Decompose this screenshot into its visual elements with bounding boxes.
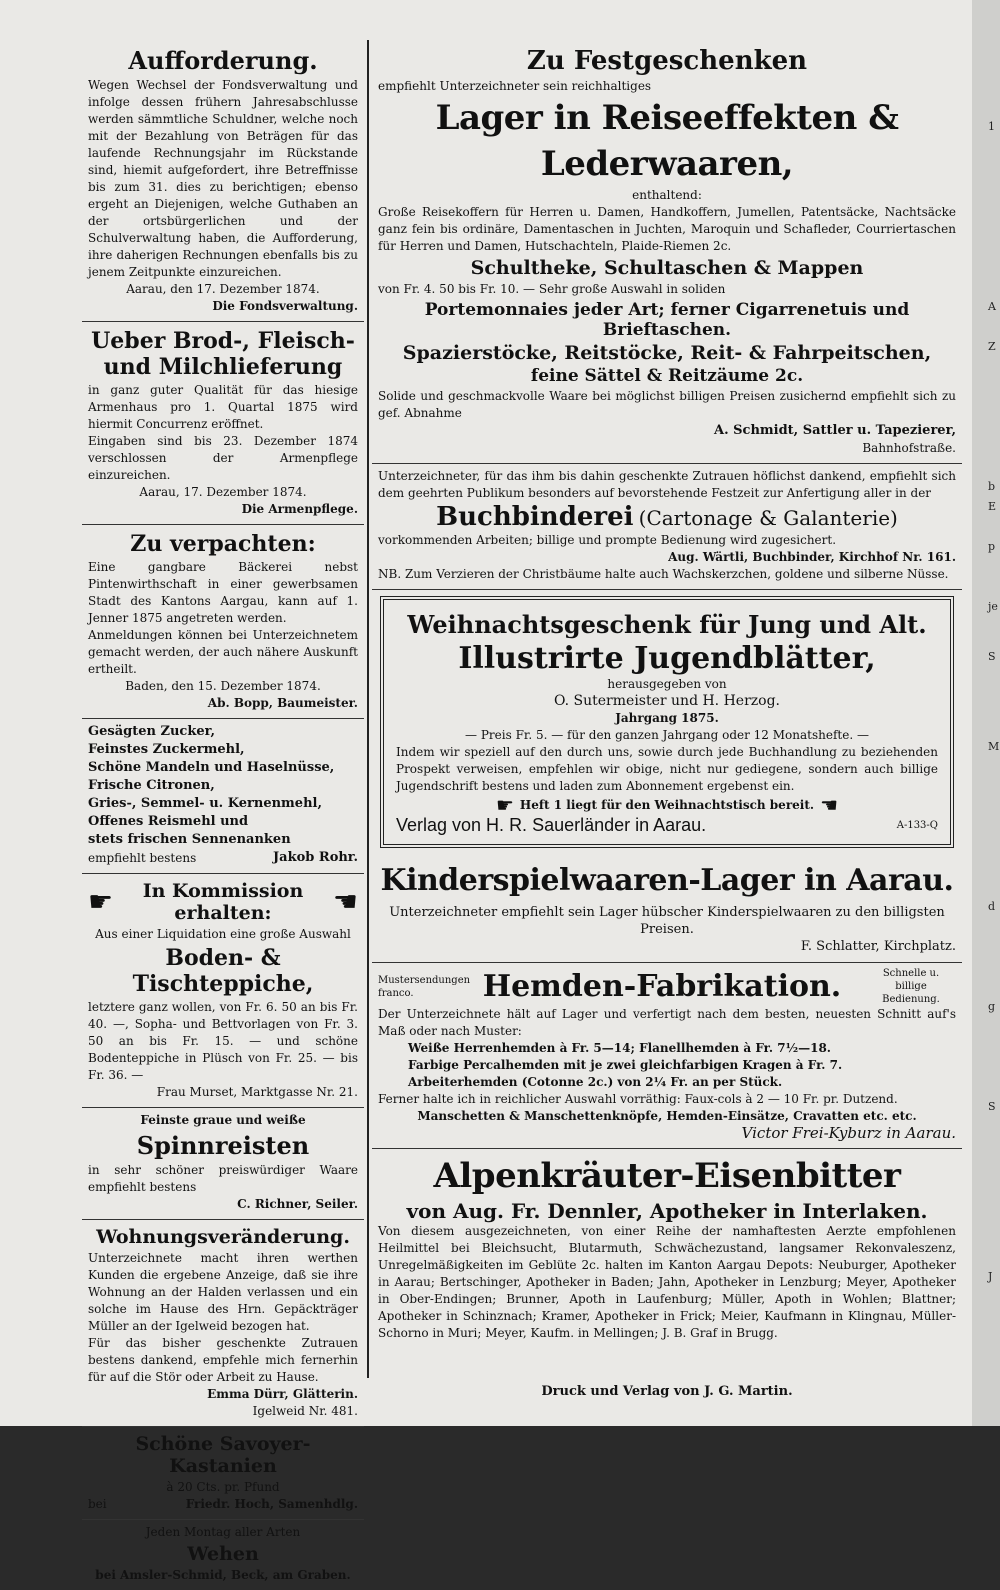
ad-body: Unterzeichneter empfiehlt sein Lager hübscher Kinderspielwaaren zu den billigsten Preisen. — [389, 905, 945, 937]
ad-signature: A. Schmidt, Sattler u. Tapezierer, — [714, 423, 956, 438]
edge-glyph: S — [988, 650, 996, 663]
ad-weihnachtsgeschenk — [380, 596, 954, 848]
ad-sub-1: Schultheke, Schultaschen & Mappen — [470, 257, 864, 279]
ad-prefix: bei — [88, 1497, 107, 1511]
ad-year: Jahrgang 1875. — [615, 711, 719, 725]
ad-zucker — [82, 719, 364, 874]
list-item: Frische Citronen, — [88, 778, 215, 793]
pointing-hand-icon: ☛ — [88, 885, 114, 918]
list-item: Schöne Mandeln und Haselnüsse, — [88, 760, 335, 775]
ad-date: Aarau, den 17. Dezember 1874. — [126, 282, 320, 296]
ad-editors: O. Sutermeister und H. Herzog. — [553, 693, 780, 709]
ad-heading: Lager in Reiseeffekten & Lederwaaren, — [435, 98, 899, 184]
list-item: Farbige Percalhemden mit je zwei gleichfarbigen Kragen à Fr. 7. — [408, 1058, 843, 1072]
ad-title: Wohnungsveränderung. — [96, 1226, 350, 1248]
ad-left-note: Mustersendungen franco. — [378, 974, 471, 999]
ad-spinnreisten — [82, 1108, 364, 1220]
ad-brod — [82, 322, 364, 525]
edge-glyph: Z — [988, 340, 996, 353]
ad-body-2: Eingaben sind bis 23. Dezember 1874 verschlossen der Armenpflege einzureichen. — [88, 434, 358, 482]
ad-verpachten — [82, 525, 364, 719]
ad-date: Baden, den 15. Dezember 1874. — [125, 679, 321, 693]
ad-address: Bahnhofstraße. — [862, 441, 956, 455]
imprint: Druck und Verlag von J. G. Martin. — [541, 1384, 793, 1399]
list-item: Offenes Reismehl und — [88, 814, 249, 829]
ad-title: Kinderspielwaaren-Lager in Aarau. — [380, 863, 954, 898]
ad-signature: Frau Murset, Marktgasse Nr. 21. — [156, 1085, 358, 1099]
ad-price: à 20 Cts. pr. Pfund — [166, 1480, 280, 1494]
adjacent-page-edge — [972, 0, 1000, 1426]
ad-title: Zu Festgeschenken — [526, 46, 808, 76]
ad-body: Unterzeichnete macht ihren werthen Kunden die ergebene Anzeige, daß sie ihre Wohnung an der Halden verlassen und ein solche im Hause des Hrn. Gepäckträger Müller an der Igelweid bezogen hat. — [88, 1251, 358, 1333]
ad-subtitle: von Aug. Fr. Dennler, Apotheker in Interlaken. — [406, 1199, 928, 1223]
ad-buchbinderei — [372, 464, 962, 590]
edge-glyph: M — [988, 740, 1000, 753]
ad-heading: Illustrirte Jugendblätter, — [458, 641, 876, 676]
ad-title: Alpenkräuter-Eisenbitter — [433, 1156, 901, 1196]
ad-sub-3: Spazierstöcke, Reitstöcke, Reit- & Fahrpeitschen, — [402, 342, 932, 364]
column-divider — [367, 40, 369, 1378]
ad-date: Aarau, 17. Dezember 1874. — [139, 485, 307, 499]
ad-body: Indem wir speziell auf den durch uns, sowie durch jede Buchhandlung zu beziehenden Prospekt verweisen, empfehlen wir obige, nicht nur gediegene, sondern auch billige Jugendschrift bestens und laden zum Abonnement ergebenst ein. — [396, 745, 938, 793]
ad-title: Buchbinderei — [436, 502, 634, 532]
list-item: Gesägten Zucker, — [88, 724, 216, 739]
ad-body: vorkommenden Arbeiten; billige und prompte Bedienung wird zugesichert. — [378, 533, 837, 547]
ad-lead: Unterzeichneter, für das ihm bis dahin geschenkte Zutrauen höflichst dankend, empfiehlt sich dem geehrten Publikum besonders auf bevorstehende Festzeit zur Anfertigung aller in der — [378, 469, 956, 500]
edge-glyph: A — [988, 300, 996, 313]
ad-title: Weihnachtsgeschenk für Jung und Alt. — [407, 610, 927, 639]
edge-glyph: 1 — [988, 120, 995, 133]
left-column — [82, 40, 364, 1590]
edge-glyph: g — [988, 1000, 996, 1013]
ad-body: Von diesem ausgezeichneten, von einer Reihe der namhaftesten Aerzte empfohlenen Heilmittel bei Bleichsucht, Blutarmuth, Schwächezustand, langsamer Rekonvaleszenz, Unregelmäßigkeiten im Geblüte 2c. halten im Kanton Aargau Depots: Neuburger, Apotheker in Aarau; Bertschinger, Apotheker in Baden; Jahn, Apotheker in Lenzburg; Meyer, Apotheker in Ober-Endingen; Brunner, Apoth in Laufenburg; Müller, Apoth in Wohlen; Blattner; Apotheker in Schinznach; Kramer, Apotheker in Frick; Meier, Kaufmann in Klingnau, Müller-Schorno in Muri; Meyer, Kaufm. in Mellingen; J. B. Graf in Brugg. — [378, 1224, 956, 1340]
ad-signature: Emma Dürr, Glätterin. — [207, 1387, 358, 1401]
edge-glyph: J — [988, 1270, 993, 1283]
ad-body-2: Anmeldungen können bei Unterzeichnetem gemacht werden, der auch nähere Auskunft ertheilt. — [88, 628, 358, 676]
ad-sub-2: Portemonnaies jeder Art; ferner Cigarrenetuis und Brieftaschen. — [424, 300, 910, 340]
list-item: stets frischen Sennenanken — [88, 832, 291, 847]
ad-spielwaaren — [372, 854, 962, 963]
ad-signature: Ab. Bopp, Baumeister. — [207, 696, 358, 710]
ad-lead: Jeden Montag aller Arten — [145, 1525, 301, 1539]
ad-signature: C. Richner, Seiler. — [237, 1197, 358, 1211]
ad-body-2: Für das bisher geschenkte Zutrauen bestens dankend, empfehle mich fernerhin für auf die Stör oder Arbeit zu Hause. — [88, 1336, 358, 1384]
ad-eisenbitter — [372, 1149, 962, 1348]
list-item: Weiße Herrenhemden à Fr. 5—14; Flanellhemden à Fr. 7½—18. — [408, 1041, 831, 1055]
ad-title-2: (Cartonage & Galanterie) — [638, 506, 898, 530]
edge-glyph: d — [988, 900, 996, 913]
ad-signature: F. Schlatter, Kirchplatz. — [800, 939, 956, 954]
ad-title: Wehen — [187, 1543, 259, 1565]
ad-code: A-133-Q — [896, 820, 938, 831]
right-column — [372, 40, 962, 1348]
ad-nb: NB. Zum Verzieren der Christbäume halte auch Wachskerzchen, goldene und silberne Nüsse. — [378, 567, 949, 581]
ad-title: Zu verpachten: — [130, 531, 316, 557]
ad-wehen — [82, 1520, 364, 1590]
ad-body: letztere ganz wollen, von Fr. 6. 50 an bis Fr. 40. —, Sopha- und Bettvorlagen von Fr. 3. 50 an bis Fr. 15. — und schöne Bodenteppiche in Plüsch von Fr. 25. — bis Fr. 36. — — [88, 1000, 358, 1082]
ad-body: in sehr schöner preiswürdiger Waare empfiehlt bestens — [88, 1163, 358, 1194]
ad-body-2: Solide und geschmackvolle Waare bei möglichst billigen Preisen zusichernd empfiehlt sich zu gef. Abnahme — [378, 389, 956, 420]
list-item: Gries-, Semmel- u. Kernenmehl, — [88, 796, 322, 811]
ad-line-1: von Fr. 4. 50 bis Fr. 10. — Sehr große Auswahl in soliden — [378, 282, 726, 296]
ad-contains: enthaltend: — [632, 188, 702, 202]
ad-title: Schöne Savoyer-Kastanien — [135, 1433, 311, 1477]
ad-lead: Der Unterzeichnete hält auf Lager und verfertigt nach dem besten, neuesten Schnitt auf's Maß oder nach Muster: — [378, 1007, 956, 1038]
pointing-hand-left-icon: ☚ — [332, 885, 358, 918]
edge-glyph: E — [988, 500, 997, 513]
ad-signature: Jakob Rohr. — [273, 850, 358, 865]
ad-right-note: Schnelle u. billige Bedienung. — [882, 968, 940, 1005]
pointing-hand-left-icon: ☚ — [820, 793, 838, 817]
list-item: Arbeiterhemden (Cotonne 2c.) von 2¼ Fr. an per Stück. — [408, 1075, 783, 1089]
ad-festgeschenke — [372, 40, 962, 464]
ad-title: Ueber Brod-, Fleisch- und Milchlieferung — [91, 328, 355, 380]
edge-glyph: je — [988, 600, 998, 613]
pointing-hand-icon: ☛ — [495, 793, 514, 817]
ad-lead: Aus einer Liquidation eine große Auswahl — [95, 927, 351, 941]
ad-title: In Kommission erhalten: — [142, 880, 304, 924]
ad-body: Wegen Wechsel der Fondsverwaltung und infolge dessen frühern Jahresabschlusse werden sämmtliche Schuldner, welche noch mit der Bezahlung von Beträgen für das laufende Rechnungsjahr im Rückstande sind, hiemit aufgefordert, ihre Betreffnisse bis zum 31. dies zu berichtigen; ebenso ergeht an Diejenigen, welche Guthaben an der ortsbürgerlichen und der Schulverwaltung haben, die Aufforderung, ihre daherigen Rechnungen ebenfalls bis zu jenem Zeitpunkte einzureichen. — [88, 78, 358, 279]
ad-signature: Victor Frei-Kyburz in Aarau. — [741, 1124, 956, 1142]
ad-body-2: Ferner halte ich in reichlicher Auswahl vorräthig: Faux-cols à 2 — 10 Fr. pr. Dutzend. — [378, 1092, 898, 1106]
ad-kastanien — [82, 1427, 364, 1520]
ad-aufforderung — [82, 40, 364, 322]
ad-hemden — [372, 963, 962, 1149]
ad-heading: Boden- & Tischteppiche, — [132, 945, 314, 997]
ad-lead: empfiehlt Unterzeichneter sein reichhaltiges — [378, 79, 652, 93]
ad-title: Hemden-Fabrikation. — [482, 969, 842, 1004]
ad-body: Eine gangbare Bäckerei nebst Pintenwirthschaft in einer gewerbsamen Stadt des Kantons Aargau, kann auf 1. Jenner 1875 angetreten werden. — [88, 560, 358, 625]
ad-signature: Die Fondsverwaltung. — [212, 299, 358, 313]
ad-signature: Die Armenpflege. — [241, 502, 358, 516]
ad-edited: herausgegeben von — [607, 677, 727, 691]
ad-body: in ganz guter Qualität für das hiesige Armenhaus pro 1. Quartal 1875 wird hiermit Concurrenz eröffnet. — [88, 383, 358, 431]
ad-price: — Preis Fr. 5. — für den ganzen Jahrgang oder 12 Monatshefte. — — [465, 728, 869, 742]
list-item: Feinstes Zuckermehl, — [88, 742, 245, 757]
ad-body-3: Manschetten & Manschettenknöpfe, Hemden-Einsätze, Cravatten etc. etc. — [417, 1109, 917, 1123]
edge-glyph: S — [988, 1100, 996, 1113]
ad-lead: Feinste graue und weiße — [140, 1113, 306, 1127]
ad-sub-4: feine Sättel & Reitzäume 2c. — [530, 366, 804, 386]
ad-publisher: Verlag von H. R. Sauerländer in Aarau. — [396, 815, 707, 835]
ad-kommission — [82, 874, 364, 1108]
ad-recommend: empfiehlt bestens — [88, 850, 197, 865]
ad-note: Heft 1 liegt für den Weihnachtstisch bereit. — [519, 797, 815, 812]
ad-signature: Friedr. Hoch, Samenhdlg. — [185, 1497, 358, 1511]
edge-glyph: b — [988, 480, 996, 493]
ad-signature: bei Amsler-Schmid, Beck, am Graben. — [95, 1568, 351, 1582]
ad-address: Igelweid Nr. 481. — [252, 1404, 358, 1418]
ad-title: Aufforderung. — [128, 46, 318, 75]
ad-title: Spinnreisten — [136, 1131, 310, 1160]
ad-wohnung — [82, 1220, 364, 1427]
edge-glyph: p — [988, 540, 996, 553]
ad-body: Große Reisekoffern für Herren u. Damen, Handkoffern, Jumellen, Patentsäcke, Nachtsäcke ganz fein bis ordinäre, Damentaschen in Juchten, Maroquin und Schafleder, Courriertaschen für Herren und Damen, Hutschachteln, Plaide-Riemen 2c. — [378, 205, 956, 253]
ad-signature: Aug. Wärtli, Buchbinder, Kirchhof Nr. 161. — [668, 550, 956, 564]
